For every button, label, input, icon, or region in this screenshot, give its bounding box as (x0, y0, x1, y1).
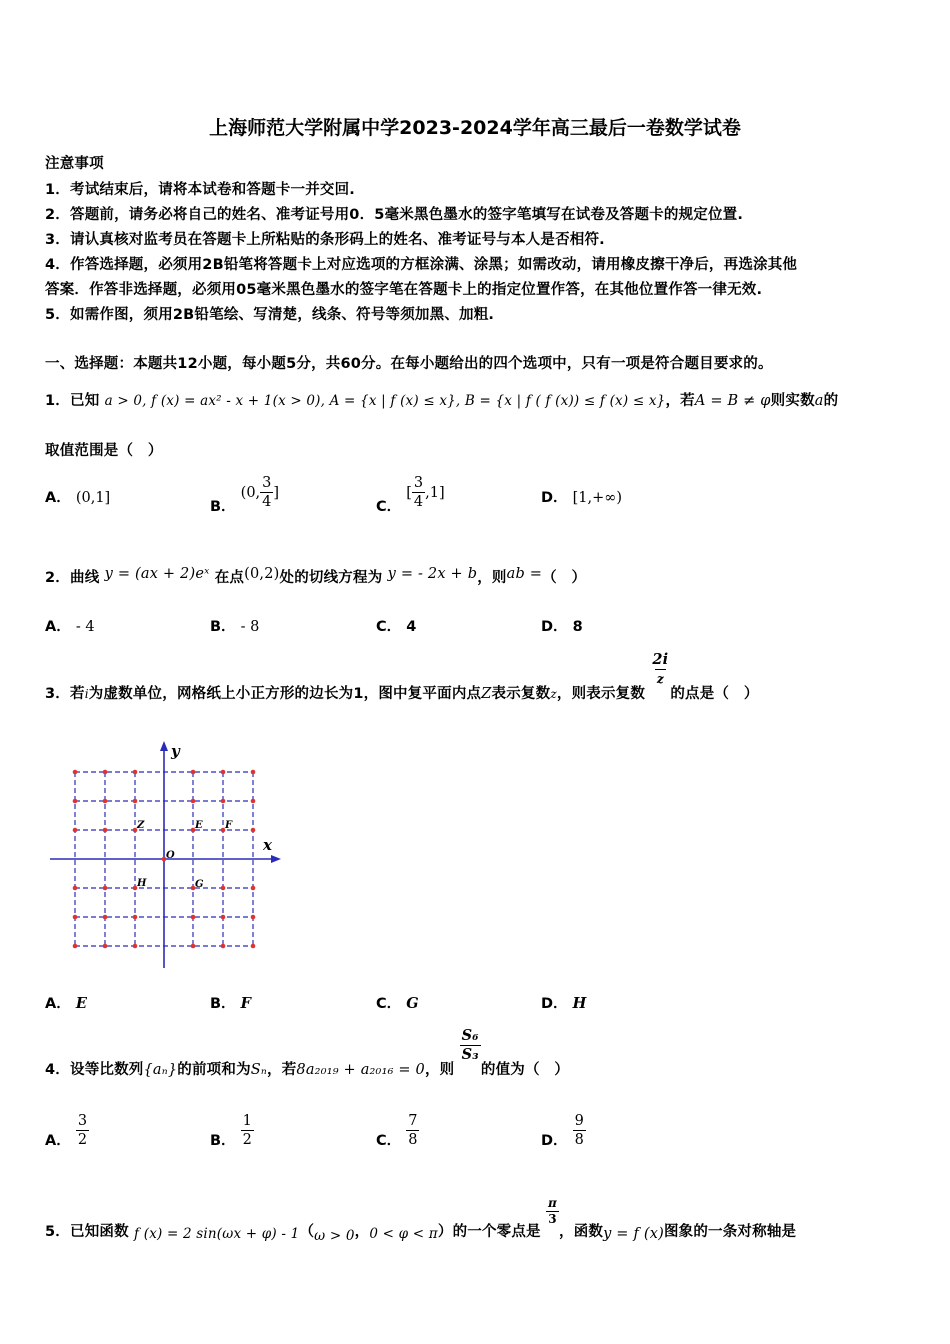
q2-option-c[interactable] (376, 615, 416, 636)
frac-den: 2 (242, 1132, 252, 1148)
q2-option-a[interactable] (45, 615, 95, 636)
q5-text: （ (299, 1223, 315, 1240)
q1-tail: 则实数 (770, 393, 815, 409)
option-label: A． (45, 996, 71, 1012)
notice-item: 4．作答选择题，必须用2B铅笔将答题卡上对应选项的方框涂满、涂黑；如需改动，请用橡皮擦干净后，再选涂其他 (45, 257, 798, 273)
section-heading: 一、选择题：本题共12小题，每小题5分，共60分。在每小题给出的四个选项中，只有一项是符合题目要求的。 (45, 356, 773, 372)
q3-option-a[interactable] (45, 992, 87, 1013)
notice-item: 5．如需作图，须用2B铅笔绘、写清楚，线条、符号等须加黑、加粗. (45, 307, 495, 323)
q3-option-b[interactable] (210, 992, 251, 1013)
option-label: C． (376, 499, 402, 515)
option-value: H (572, 995, 587, 1012)
option-value: 8 (572, 619, 583, 635)
q3-text: 为虚数单位，网格纸上小正方形的边长为1，图中复平面内点 (88, 685, 482, 702)
q3-number: 3．若 (45, 685, 85, 702)
complex-plane-figure (45, 740, 295, 980)
option-value: G (406, 995, 419, 1012)
q2-text: （ ） (542, 570, 587, 586)
option-label: A． (45, 490, 71, 506)
option-label: B． (210, 499, 236, 515)
option-value: [1,+∞) (572, 490, 623, 506)
q1-option-b[interactable] (210, 474, 279, 516)
q1-number: 1．已知 (45, 393, 100, 409)
q2-option-b[interactable] (210, 615, 259, 636)
frac-num: 3 (77, 1113, 88, 1129)
q2-ask: ab = (506, 566, 543, 582)
q4-option-c[interactable] (376, 1112, 419, 1150)
q1-option-d[interactable] (541, 486, 622, 507)
frac-den: 4 (262, 494, 272, 510)
option-pre: [ (406, 485, 412, 501)
q4-seq: {aₙ} (143, 1061, 178, 1078)
origin-label: O (166, 850, 175, 861)
option-label: C． (376, 996, 402, 1012)
option-post: ,1] (425, 485, 445, 501)
q3-option-c[interactable] (376, 992, 419, 1013)
q5-text: 的一个零点是 (452, 1223, 541, 1240)
q2-curve: y = (ax + 2)eˣ (104, 566, 210, 582)
option-post: ] (273, 485, 280, 501)
notice-item: 2．答题前，请务必将自己的姓名、准考证号用0．5毫米黑色墨水的签字笔填写在试卷及答题卡的规定位置. (45, 207, 744, 223)
option-value: (0,1] (75, 490, 111, 506)
q2-option-d[interactable] (541, 615, 583, 636)
q5-text: ，函数 (559, 1223, 604, 1240)
frac-num: 3 (413, 475, 424, 491)
q4-S: Sₙ (250, 1061, 267, 1078)
q5-number: 5．已知函数 (45, 1223, 129, 1240)
q1-formula: a > 0, f (x) = ax² - x + 1(x > 0), A = {x | f (x) ≤ x}, B = {x | f ( f (x)) ≤ f (x) ≤ x} (104, 393, 666, 409)
option-label: D． (541, 490, 568, 506)
q2-text: 处的切线方程为 (279, 570, 383, 586)
point-label-F: F (225, 820, 233, 831)
option-value: - 8 (240, 619, 260, 635)
frac-num: 3 (262, 475, 272, 491)
axis-label-x: x (263, 836, 272, 854)
q5-fy: y = f (x) (603, 1225, 664, 1242)
option-label: A． (45, 619, 71, 635)
q2-number: 2．曲线 (45, 570, 100, 586)
q5-stem (45, 1196, 796, 1244)
q5-cond1: ω > 0 (314, 1227, 355, 1244)
q3-text: 表示复数 (491, 685, 551, 702)
option-label: B． (210, 996, 236, 1012)
option-label: D． (541, 619, 568, 635)
q1-stem-line2: 取值范围是（ ） (45, 443, 163, 459)
notice-item: 答案．作答非选择题，必须用05毫米黑色墨水的签字笔在答题卡上的指定位置作答，在其他位置作答一律无效. (45, 282, 763, 298)
option-label: C． (376, 1133, 402, 1149)
frac-den: 3 (548, 1212, 557, 1226)
frac-num: S₆ (461, 1027, 479, 1044)
frac-den: 8 (574, 1132, 584, 1148)
frac-num: 2i (652, 651, 669, 668)
frac-num: π (548, 1196, 557, 1210)
q5-cond2: 0 < φ < π (369, 1225, 438, 1242)
q4-number: 4．设等比数列 (45, 1061, 144, 1078)
frac-num: 1 (242, 1113, 252, 1129)
frac-den: 8 (408, 1132, 418, 1148)
notice-item: 3．请认真核对监考员在答题卡上所粘贴的条形码上的姓名、准考证号与本人是否相符. (45, 232, 605, 248)
frac-num: 7 (408, 1113, 418, 1129)
point-label-G: G (195, 879, 204, 890)
q1-tail2: 的 (823, 393, 839, 409)
option-label: A． (45, 1133, 71, 1149)
q4-stem (45, 1027, 569, 1079)
frac-num: 9 (574, 1113, 584, 1129)
complex-plane-svg (45, 740, 295, 980)
q4-text: 的前项和为 (177, 1061, 251, 1078)
q3-text: 的点是（ ） (670, 685, 759, 702)
q3-stem (45, 651, 759, 703)
axis-label-y: y (171, 742, 180, 760)
q2-text: ，则 (477, 570, 507, 586)
q1-stem (45, 389, 838, 410)
option-value: E (75, 995, 87, 1012)
notice-heading: 注意事项 (45, 156, 104, 172)
q3-Z: Z (481, 685, 492, 702)
option-label: D． (541, 1133, 568, 1149)
q2-stem (45, 566, 586, 587)
option-value: 4 (406, 619, 417, 635)
q1-option-c[interactable] (376, 474, 445, 516)
option-label: D． (541, 996, 568, 1012)
q4-option-a[interactable] (45, 1112, 89, 1150)
q3-z: z (550, 686, 557, 701)
q5-text: ， (354, 1223, 370, 1240)
axes (50, 745, 277, 968)
frac-den: S₃ (461, 1046, 479, 1063)
q5-text: ） (437, 1223, 453, 1240)
option-value: - 4 (75, 619, 95, 635)
q4-eq: 8a₂₀₁₉ + a₂₀₁₆ = 0 (296, 1061, 425, 1078)
option-value: F (240, 995, 251, 1012)
q2-point: (0,2) (244, 566, 280, 582)
q4-text: ，若 (267, 1061, 297, 1078)
notice-item: 1．考试结束后，请将本试卷和答题卡一并交回. (45, 182, 355, 198)
q1-var: a (814, 393, 824, 409)
point-label-Z: Z (137, 820, 145, 831)
q4-option-d[interactable] (541, 1112, 586, 1150)
q2-text: 在点 (214, 570, 245, 586)
option-label: B． (210, 1133, 236, 1149)
option-label: B． (210, 619, 236, 635)
option-label: C． (376, 619, 402, 635)
q4-text: 的值为（ ） (480, 1061, 570, 1078)
q4-option-b[interactable] (210, 1112, 254, 1150)
page-title: 上海师范大学附属中学2023-2024学年高三最后一卷数学试卷 (209, 117, 741, 139)
q5-text: 图象的一条对称轴是 (663, 1223, 797, 1240)
point-label-E: E (195, 820, 203, 831)
frac-den: z (655, 669, 666, 688)
q1-mid: ，若 (665, 393, 695, 409)
q1-option-a[interactable] (45, 486, 110, 507)
q3-i: i (84, 686, 89, 701)
q3-text: ，则表示复数 (556, 685, 646, 702)
point-label-H: H (137, 878, 147, 889)
q4-text: ，则 (424, 1061, 455, 1078)
x-axis-arrow (271, 855, 281, 863)
y-axis-arrow (160, 741, 168, 751)
q3-option-d[interactable] (541, 992, 586, 1013)
q2-tangent: y = - 2x + b (387, 566, 478, 582)
option-pre: (0, (240, 485, 261, 501)
frac-den: 4 (413, 494, 424, 510)
q5-func: f (x) = 2 sin(ωx + φ) - 1 (134, 1225, 300, 1242)
q1-condition: A = B ≠ φ (694, 393, 771, 409)
frac-den: 2 (77, 1132, 88, 1148)
